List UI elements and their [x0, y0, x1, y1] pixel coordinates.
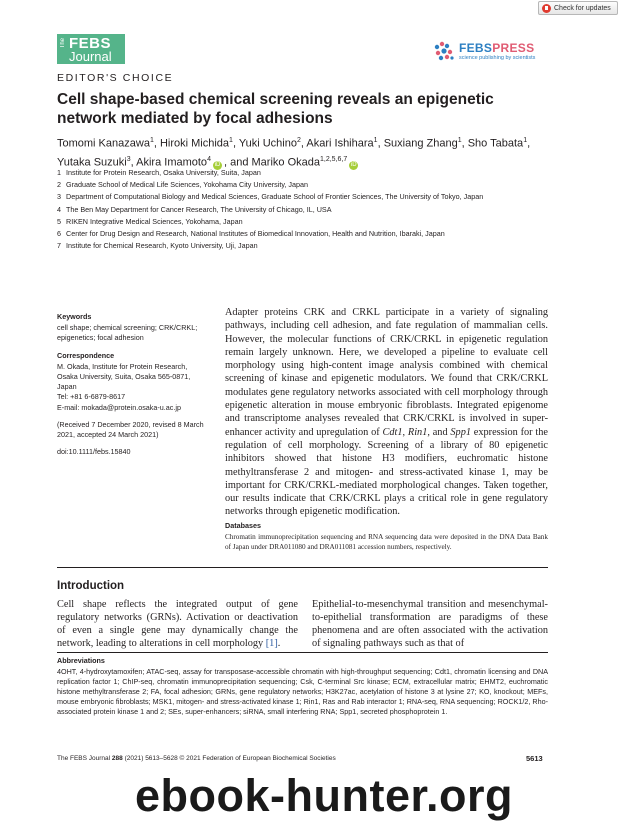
- correspondence-heading: Correspondence: [57, 350, 115, 360]
- author-affiliation-sup: 1: [373, 137, 378, 144]
- affiliation-item: [57, 179, 557, 191]
- keywords-heading: Keywords: [57, 312, 92, 321]
- gene-rin1: Rin1: [407, 426, 428, 438]
- page-number: 5613: [526, 754, 543, 763]
- keywords-text: cell shape; chemical screening; CRK/CRKL; epigenetics; focal adhesion: [57, 323, 198, 343]
- abbreviations-text: 4OHT, 4-hydroxytamoxifen; ATAC-seq, assay for transposase-accessible chromatin with high-throughput sequencing; Cdt1, chromatin licensing and DNA replication factor 1; ChIP-seq, chromatin immunoprecipitation sequencing; Csk, C-terminal Src kinase; ECM, extracellular matrix; EHMT2, euchromatic histone methyltransferase 2; FA, focal adhesion; GRNs, gene regulatory networks; H3K27ac, acetylation of histone 3 at lysine 27; KO, knockout; MEFs, mouse embryonic fibroblasts; MSK1, mitogen- and stress-activated kinase 1; Rin1, Ras and Rab interactor 1; RNA-seq, RNA sequencing; ROCK1/2, Rho-associated protein kinase 1 and 2; SEs, super-enhancers; siRNA, small interfering RNA; Spp1, secreted phosphoprotein 1.: [57, 667, 548, 717]
- affiliation-number: 1: [57, 168, 61, 177]
- article-title: Cell shape-based chemical screening reveals an epigenetic network mediated by focal adhesions: [57, 91, 494, 127]
- affiliation-number: 3: [57, 192, 61, 202]
- affiliation-text: Institute for Chemical Research, Kyoto University, Uji, Japan: [66, 241, 258, 251]
- databases-heading: Databases: [225, 521, 261, 530]
- author-name: Tomomi Kanazawa: [57, 137, 150, 150]
- crossmark-icon: [542, 4, 551, 13]
- introduction-heading: Introduction: [57, 580, 125, 592]
- author-name: Hiroki Michida: [159, 137, 230, 150]
- affiliation-item: [57, 240, 557, 252]
- press-tagline: science publishing by scientists: [459, 55, 536, 61]
- correspondence-line: Japan: [57, 382, 77, 392]
- affiliation-text: RIKEN Integrative Medical Sciences, Yokohama, Japan: [66, 216, 243, 226]
- doi-link[interactable]: doi:10.1111/febs.15840: [57, 447, 131, 457]
- febs-press-dots-icon: [433, 40, 455, 62]
- author-affiliation-sup: 1,2,5,6,7: [320, 155, 348, 163]
- affiliation-number: 4: [57, 204, 61, 214]
- check-for-updates-button[interactable]: [538, 1, 618, 15]
- affiliation-text: Department of Computational Biology and Medical Sciences, Graduate School of Frontier Sciences, The University of Tokyo, Japan: [66, 192, 484, 202]
- watermark: ebook-hunter.org: [135, 770, 513, 821]
- introduction-column-1: Cell shape reflects the integrated output of gene regulatory networks (GRNs). Activation or deactivation of even a single gene may dynamically change the network, leading to alterations in cell morphology [1].: [57, 599, 298, 650]
- affiliation-number: 7: [57, 241, 61, 251]
- citation-link[interactable]: [1]: [265, 638, 278, 650]
- correspondence-email[interactable]: E-mail: mokada@protein.osaka-u.ac.jp: [57, 402, 181, 412]
- logo-febs: FEBS: [69, 35, 112, 52]
- correspondence-line: M. Okada, Institute for Protein Research,: [57, 361, 188, 371]
- affiliation-number: 5: [57, 216, 61, 226]
- author-name: Akira Imamoto: [136, 156, 208, 169]
- affiliation-text: Institute for Protein Research, Osaka University, Suita, Japan: [66, 168, 261, 177]
- affiliation-item: [57, 191, 557, 203]
- footer-citation: The FEBS Journal 288 (2021) 5613–5628 © 2021 Federation of European Biochemical Societies: [57, 755, 336, 762]
- author-affiliation-sup: 4: [207, 155, 211, 163]
- affiliation-number: 2: [57, 180, 61, 190]
- check-for-updates-label: Check for updates: [554, 4, 611, 12]
- author-affiliation-sup: 1: [149, 137, 154, 144]
- affiliation-item: [57, 204, 557, 216]
- author-name: Yutaka Suzuki: [57, 156, 127, 169]
- author-affiliation-sup: 3: [126, 155, 131, 163]
- affiliation-item: [57, 167, 557, 179]
- febs-press-logo: [433, 38, 548, 64]
- author-name: Sho Tabata: [467, 137, 524, 150]
- orcid-icon[interactable]: iD: [350, 162, 357, 169]
- section-divider: [57, 567, 548, 568]
- author-affiliation-sup: 1: [229, 137, 233, 144]
- gene-spp1: Spp1: [450, 426, 471, 438]
- abbreviations-heading: Abbreviations: [57, 656, 105, 665]
- affiliation-list: [57, 167, 557, 252]
- article-sidebar: [57, 312, 207, 464]
- press-name: FEBSPRESS: [459, 41, 535, 55]
- author-affiliation-sup: 1: [523, 137, 528, 144]
- affiliation-number: 6: [57, 229, 61, 239]
- introduction-column-2: Epithelial-to-mesenchymal transition and mesenchymal-to-epithelial transformation are paradigms of these phenomena and are often associated with the activation of signaling pathways such as that of: [312, 599, 548, 650]
- affiliation-item: [57, 216, 557, 228]
- author-name: Akari Ishihara: [306, 137, 374, 150]
- orcid-icon[interactable]: iD: [214, 162, 221, 169]
- affiliation-text: The Ben May Department for Cancer Research, The University of Chicago, IL, USA: [66, 204, 332, 214]
- author-affiliation-sup: 2: [296, 137, 301, 144]
- author-name: Mariko Okada: [251, 156, 320, 169]
- author-list: Tomomi Kanazawa$^1$, Hiroki Michida$^1$, Yuki Uchino$^2$, Akari Ishihara$^1$, Suxiang Zhang$^1$, Sho Tabata$^1$, Yutaka Suzuki$^3$, Akira Imamoto$^4$iD , and Mariko Okada$^{1,2,5,6,7}$iD: [57, 137, 531, 169]
- gene-cdt1: Cdt1: [382, 426, 403, 438]
- logo-journal: Journal: [69, 49, 112, 64]
- databases-text: Chromatin immunoprecipitation sequencing and RNA sequencing data were deposited in the DNA Data Bank of Japan under DRA011080 and DRA011081 accession numbers, respectively.: [225, 533, 548, 552]
- affiliation-item: [57, 228, 557, 240]
- author-conjunction: and: [230, 156, 249, 169]
- author-name: Suxiang Zhang: [383, 137, 458, 150]
- affiliation-text: Graduate School of Medical Life Sciences, Yokohama City University, Japan: [66, 180, 308, 190]
- abstract-text: Adapter proteins CRK and CRKL participate in a variety of signaling pathways, including cell adhesion, and fate regulation of mammalian cells. However, the molecular functions of CRK/CRKL in epigenetic regulation remain largely unknown. Here, we developed a pipeline to evaluate cell morphology using high-content image analysis combined with chemical screening of kinase and epigenetic modulators. We found that CRK/CRKL modulates gene regulatory networks associated with cell morphology through epigenetic alteration in mouse embryonic fibroblasts. Integrated epigenome and transcriptome analyses revealed that CRK/CRKL is involved in super-enhancer activity and upregulation of Cdt1, Rin1, and Spp1 expression for the regulation of cell morphology. Screening of a library of 80 epigenetic inhibitors showed that histone H3 modifiers, euchromatic histone methyltransferase 2 and mitogen- and stress-activated kinase 1, may be important for CRK/CRKL-mediated morphological changes. Taken together, our results indicate that CRK/CRKL plays a critical role in gene regulatory networks through epigenetic modification.: [225, 307, 548, 518]
- affiliation-text: Center for Drug Design and Research, National Institutes of Biomedical Innovation, Health and Nutrition, Ibaraki, Japan: [66, 229, 445, 239]
- abbreviations-divider: [57, 652, 548, 653]
- febs-journal-logo: [57, 34, 125, 64]
- received-dates: (Received 7 December 2020, revised 8 March 2021, accepted 24 March 2021): [57, 419, 204, 440]
- correspondence-line: Osaka University, Suita, Osaka 565-0871,: [57, 372, 191, 382]
- section-label: EDITOR'S CHOICE: [57, 72, 174, 84]
- correspondence-phone: Tel: +81 6-6879-8617: [57, 392, 126, 402]
- author-affiliation-sup: 1: [457, 137, 462, 144]
- author-name: Yuki Uchino: [238, 137, 297, 150]
- logo-the: The: [60, 38, 66, 49]
